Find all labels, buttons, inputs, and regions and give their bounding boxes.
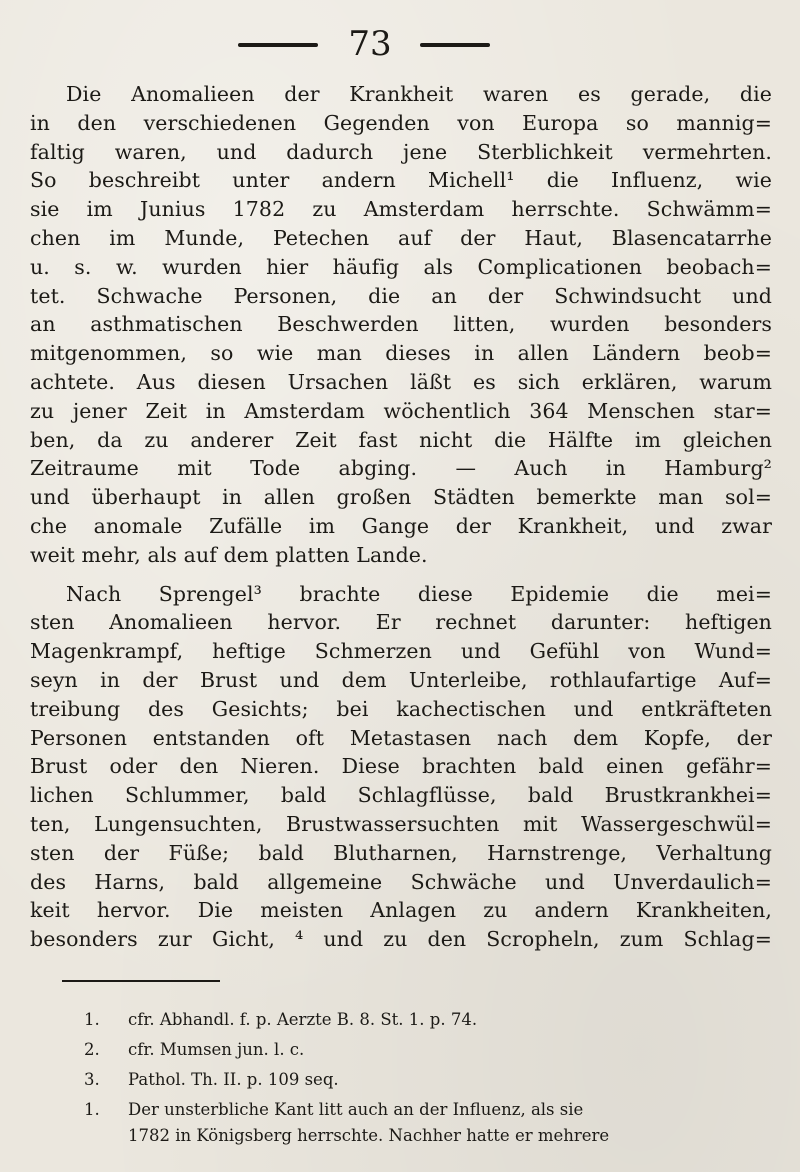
text-line: besonders zur Gicht, ⁴ und zu den Scropheln, zum Schlag= — [30, 927, 772, 952]
text-line: sie im Junius 1782 zu Amsterdam herrschte. Schwämm= — [30, 197, 772, 222]
footnote-text: cfr. Abhandl. f. p. Aerzte B. 8. St. 1. p. 74. — [128, 1010, 478, 1029]
text-line: Personen entstanden oft Metastasen nach dem Kopfe, der — [30, 725, 772, 750]
footnote — [84, 1095, 744, 1125]
footnote-number: 2. — [84, 1040, 100, 1059]
text-line: Magenkrampf, heftige Schmerzen und Gefühl von Wund= — [30, 639, 772, 664]
footnote-number: 1. — [84, 1010, 100, 1029]
footnote — [84, 1005, 744, 1035]
footnote-text: Der unsterbliche Kant litt auch an der Influenz, als sie — [128, 1100, 584, 1119]
header-rule-left — [238, 43, 318, 47]
text-line: achtete. Aus diesen Ursachen läßt es sich erklären, warum — [30, 369, 772, 394]
main-text — [30, 80, 772, 954]
text-line: seyn in der Brust und dem Unterleibe, rothlaufartige Auf= — [30, 667, 772, 692]
footnote — [84, 1035, 744, 1065]
footnote-text: Pathol. Th. II. p. 109 seq. — [128, 1070, 339, 1089]
text-line: So beschreibt unter andern Michell¹ die Influenz, wie — [30, 168, 772, 193]
footnote-number: 1. — [84, 1100, 100, 1119]
text-line: lichen Schlummer, bald Schlagflüsse, bald Brustkrankhei= — [30, 783, 772, 808]
page-number: 73 — [348, 24, 392, 64]
text-line: ten, Lungensuchten, Brustwassersuchten mit Wassergeschwül= — [30, 811, 772, 836]
footnote-divider — [62, 980, 220, 982]
text-line: in den verschiedenen Gegenden von Europa so mannig= — [30, 110, 772, 135]
text-line: chen im Munde, Petechen auf der Haut, Blasencatarrhe — [30, 225, 772, 250]
footnote — [84, 1065, 744, 1095]
text-line: che anomale Zufälle im Gange der Krankheit, und zwar — [30, 513, 772, 538]
text-line: mitgenommen, so wie man dieses in allen Ländern beob= — [30, 341, 772, 366]
footnote-text: cfr. Mumsen jun. l. c. — [128, 1040, 305, 1059]
footnote-number: 3. — [84, 1070, 100, 1089]
text-line: sten Anomalieen hervor. Er rechnet darunter: heftigen — [30, 610, 772, 635]
text-line: ben, da zu anderer Zeit fast nicht die Hälfte im gleichen — [30, 427, 772, 452]
page-header — [0, 22, 800, 72]
text-line: sten der Füße; bald Blutharnen, Harnstrenge, Verhaltung — [30, 840, 772, 865]
text-line: zu jener Zeit in Amsterdam wöchentlich 364 Menschen star= — [30, 398, 772, 423]
text-line: Zeitraume mit Tode abging. — Auch in Hamburg² — [30, 456, 772, 481]
header-rule-right — [420, 43, 490, 47]
footnote-continuation: 1782 in Königsberg herrschte. Nachher hatte er mehrere — [128, 1126, 610, 1145]
text-line: des Harns, bald allgemeine Schwäche und Unverdaulich= — [30, 869, 772, 894]
footnotes — [84, 1005, 744, 1147]
text-line: u. s. w. wurden hier häufig als Complicationen beobach= — [30, 254, 772, 279]
text-line: und überhaupt in allen großen Städten bemerkte man sol= — [30, 485, 772, 510]
text-line: Brust oder den Nieren. Diese brachten bald einen gefähr= — [30, 754, 772, 779]
text-line: Die Anomalieen der Krankheit waren es gerade, die — [66, 82, 772, 106]
text-line: tet. Schwache Personen, die an der Schwindsucht und — [30, 283, 772, 308]
text-line: keit hervor. Die meisten Anlagen zu andern Krankheiten, — [30, 898, 772, 923]
text-line: faltig waren, und dadurch jene Sterblichkeit vermehrten. — [30, 139, 772, 164]
paragraph-gap — [30, 570, 772, 580]
text-line: treibung des Gesichts; bei kachectischen und entkräfteten — [30, 696, 772, 721]
text-line: an asthmatischen Beschwerden litten, wurden besonders — [30, 312, 772, 337]
text-line: weit mehr, als auf dem platten Lande. — [30, 542, 428, 567]
text-line: Nach Sprengel³ brachte diese Epidemie die mei= — [66, 581, 772, 606]
